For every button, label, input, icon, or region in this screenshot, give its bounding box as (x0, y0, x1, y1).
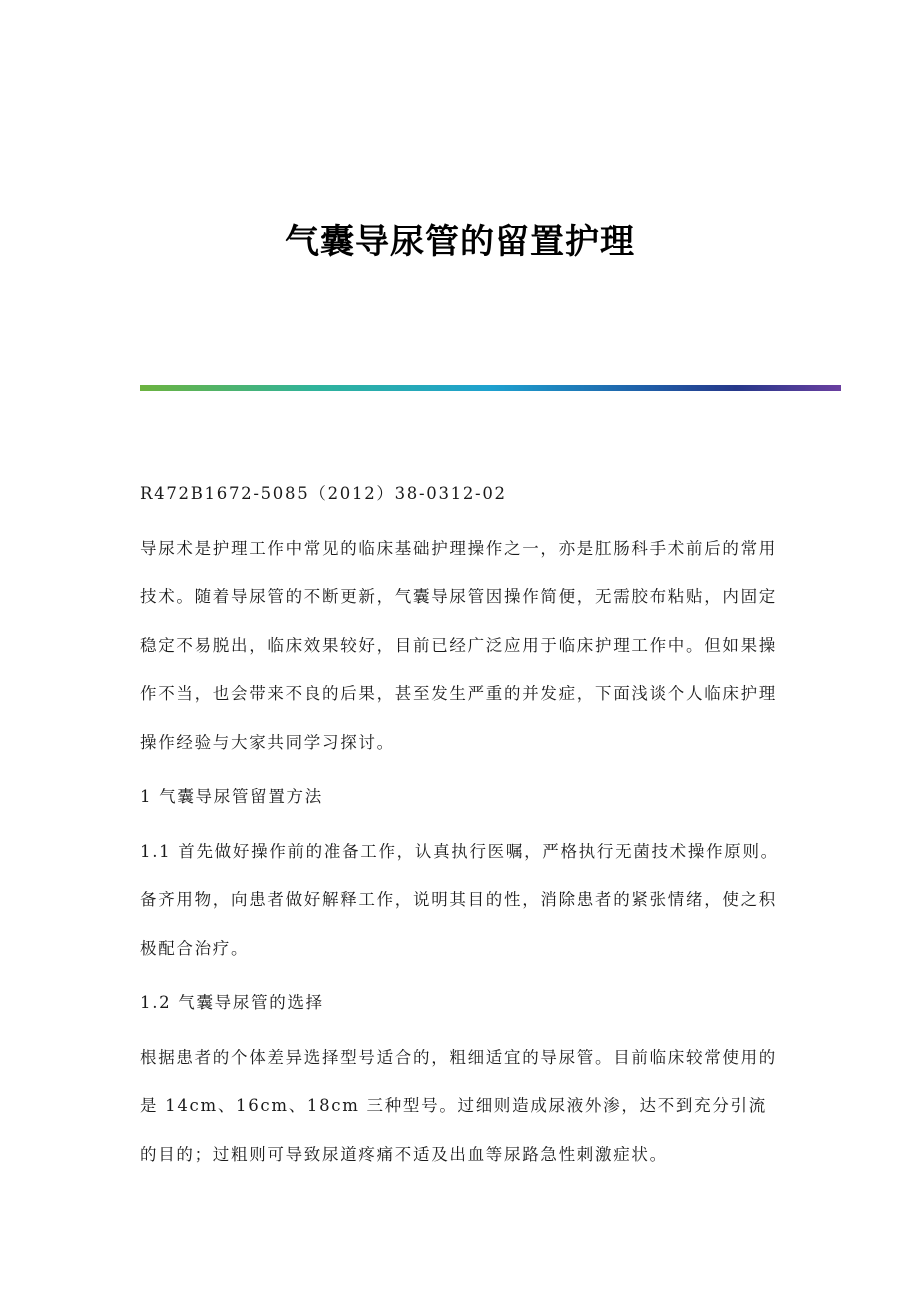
paragraph-1-1: 1.1 首先做好操作前的准备工作，认真执行医嘱，严格执行无菌技术操作原则。备齐用物，向患者做好解释工作，说明其目的性，消除患者的紧张情绪，使之积极配合治疗。 (140, 841, 779, 958)
document-body (140, 470, 780, 1185)
title-divider (140, 385, 841, 391)
document-title: 气囊导尿管的留置护理 (285, 222, 635, 262)
paragraph-1-2: 根据患者的个体差异选择型号适合的，粗细适宜的导尿管。目前临床较常使用的是 14cm、16cm、18cm 三种型号。过细则造成尿液外渗，达不到充分引流的目的；过粗则可导致尿道疼痛不适及出血等尿路急性刺激症状。 (140, 1047, 777, 1164)
classification-code: R472B1672-5085（2012）38-0312-02 (140, 484, 507, 503)
section-heading-1-2: 1.2 气囊导尿管的选择 (140, 993, 324, 1012)
paragraph-intro: 导尿术是护理工作中常见的临床基础护理操作之一，亦是肛肠科手术前后的常用技术。随着导尿管的不断更新，气囊导尿管因操作简便，无需胶布粘贴，内固定稳定不易脱出，临床效果较好，目前已经广泛应用于临床护理工作中。但如果操作不当，也会带来不良的后果，甚至发生严重的并发症，下面浅谈个人临床护理操作经验与大家共同学习探讨。 (140, 538, 777, 752)
section-heading-1: 1 气囊导尿管留置方法 (140, 787, 323, 806)
